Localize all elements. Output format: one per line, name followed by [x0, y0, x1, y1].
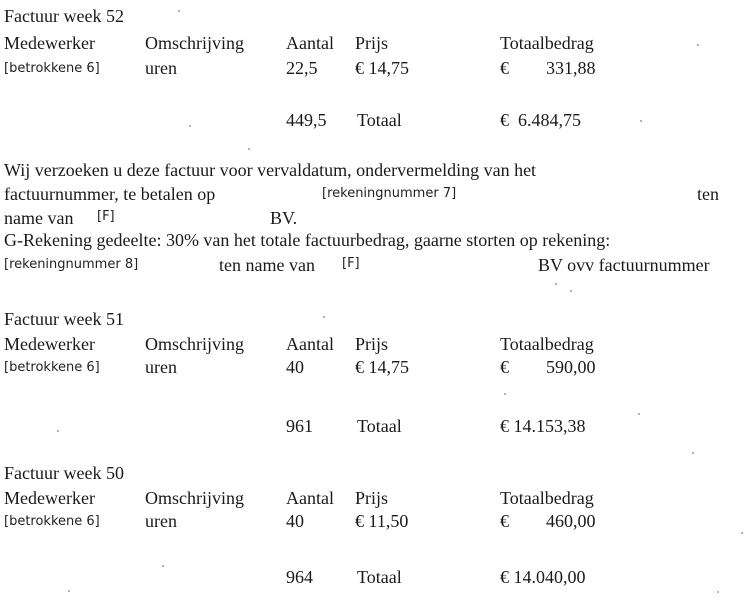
col-header-price: Prijs — [355, 334, 389, 354]
col-header-employee: Medewerker — [4, 33, 95, 53]
payment-line-3: name van — [4, 208, 74, 228]
scan-speck — [555, 283, 557, 285]
payment-line-1: Wij verzoeken u deze factuur voor vervaldatum, ondervermelding van het — [4, 160, 537, 180]
scan-speck — [697, 44, 699, 46]
scan-speck — [640, 120, 642, 122]
payment-line-5-end: BV ovv factuurnummer — [538, 255, 710, 275]
col-header-count: Aantal — [286, 33, 334, 53]
total-count: 964 — [286, 567, 313, 587]
row-amount: 590,00 — [546, 357, 596, 377]
total-label: Totaal — [357, 567, 402, 587]
invoice-title-week-52: Factuur week 52 — [4, 6, 124, 26]
row-description: uren — [145, 58, 177, 78]
payment-line-4: G-Rekening gedeelte: 30% van het totale factuurbedrag, gaarne storten op rekening: — [4, 230, 611, 250]
scan-speck — [741, 532, 743, 534]
col-header-price: Prijs — [355, 33, 389, 53]
payment-line-2-end: ten — [697, 184, 719, 204]
col-header-count: Aantal — [286, 334, 334, 354]
row-description: uren — [145, 511, 177, 531]
col-header-count: Aantal — [286, 488, 334, 508]
total-amount: € 6.484,75 — [500, 110, 581, 130]
total-count: 961 — [286, 416, 313, 436]
row-employee: [betrokkene 6] — [4, 514, 100, 529]
row-amount: 331,88 — [546, 58, 596, 78]
total-amount: € 14.040,00 — [500, 567, 586, 587]
col-header-total: Totaalbedrag — [500, 33, 594, 53]
row-description: uren — [145, 357, 177, 377]
scan-speck — [57, 430, 59, 432]
col-header-description: Omschrijving — [145, 334, 244, 354]
scan-speck — [717, 591, 719, 593]
company-name-f-2: [F] — [342, 256, 360, 271]
row-price: € 11,50 — [355, 511, 409, 531]
scan-speck — [504, 393, 506, 395]
payment-line-2: factuurnummer, te betalen op — [4, 184, 216, 204]
account-number-8: [rekeningnummer 8] — [4, 257, 139, 272]
row-amount: 460,00 — [546, 511, 596, 531]
col-header-total: Totaalbedrag — [500, 488, 594, 508]
scan-speck — [68, 590, 70, 592]
row-count: 40 — [286, 511, 304, 531]
col-header-description: Omschrijving — [145, 33, 244, 53]
col-header-description: Omschrijving — [145, 488, 244, 508]
payment-line-3-end: BV. — [270, 208, 298, 228]
col-header-employee: Medewerker — [4, 488, 95, 508]
scan-speck — [162, 565, 164, 567]
company-name-f-1: [F] — [97, 209, 115, 224]
row-currency: € — [500, 357, 509, 377]
row-count: 22,5 — [286, 58, 318, 78]
row-currency: € — [500, 58, 509, 78]
row-count: 40 — [286, 357, 304, 377]
account-number-7: [rekeningnummer 7] — [322, 186, 457, 201]
row-employee: [betrokkene 6] — [4, 61, 100, 76]
total-count: 449,5 — [286, 110, 327, 130]
invoice-title-week-51: Factuur week 51 — [4, 309, 124, 329]
total-amount: € 14.153,38 — [500, 416, 586, 436]
scan-speck — [248, 148, 250, 150]
col-header-price: Prijs — [355, 488, 389, 508]
row-price: € 14,75 — [355, 357, 409, 377]
col-header-total: Totaalbedrag — [500, 334, 594, 354]
scan-speck — [692, 452, 694, 454]
row-price: € 14,75 — [355, 58, 409, 78]
payment-line-5: ten name van — [219, 255, 315, 275]
scan-speck — [570, 290, 572, 292]
row-currency: € — [500, 511, 509, 531]
total-label: Totaal — [357, 110, 402, 130]
col-header-employee: Medewerker — [4, 334, 95, 354]
scan-speck — [178, 10, 180, 12]
scan-speck — [189, 125, 191, 127]
total-label: Totaal — [357, 416, 402, 436]
scan-speck — [638, 413, 640, 415]
scan-speck — [323, 316, 325, 318]
row-employee: [betrokkene 6] — [4, 360, 100, 375]
invoice-title-week-50: Factuur week 50 — [4, 463, 124, 483]
